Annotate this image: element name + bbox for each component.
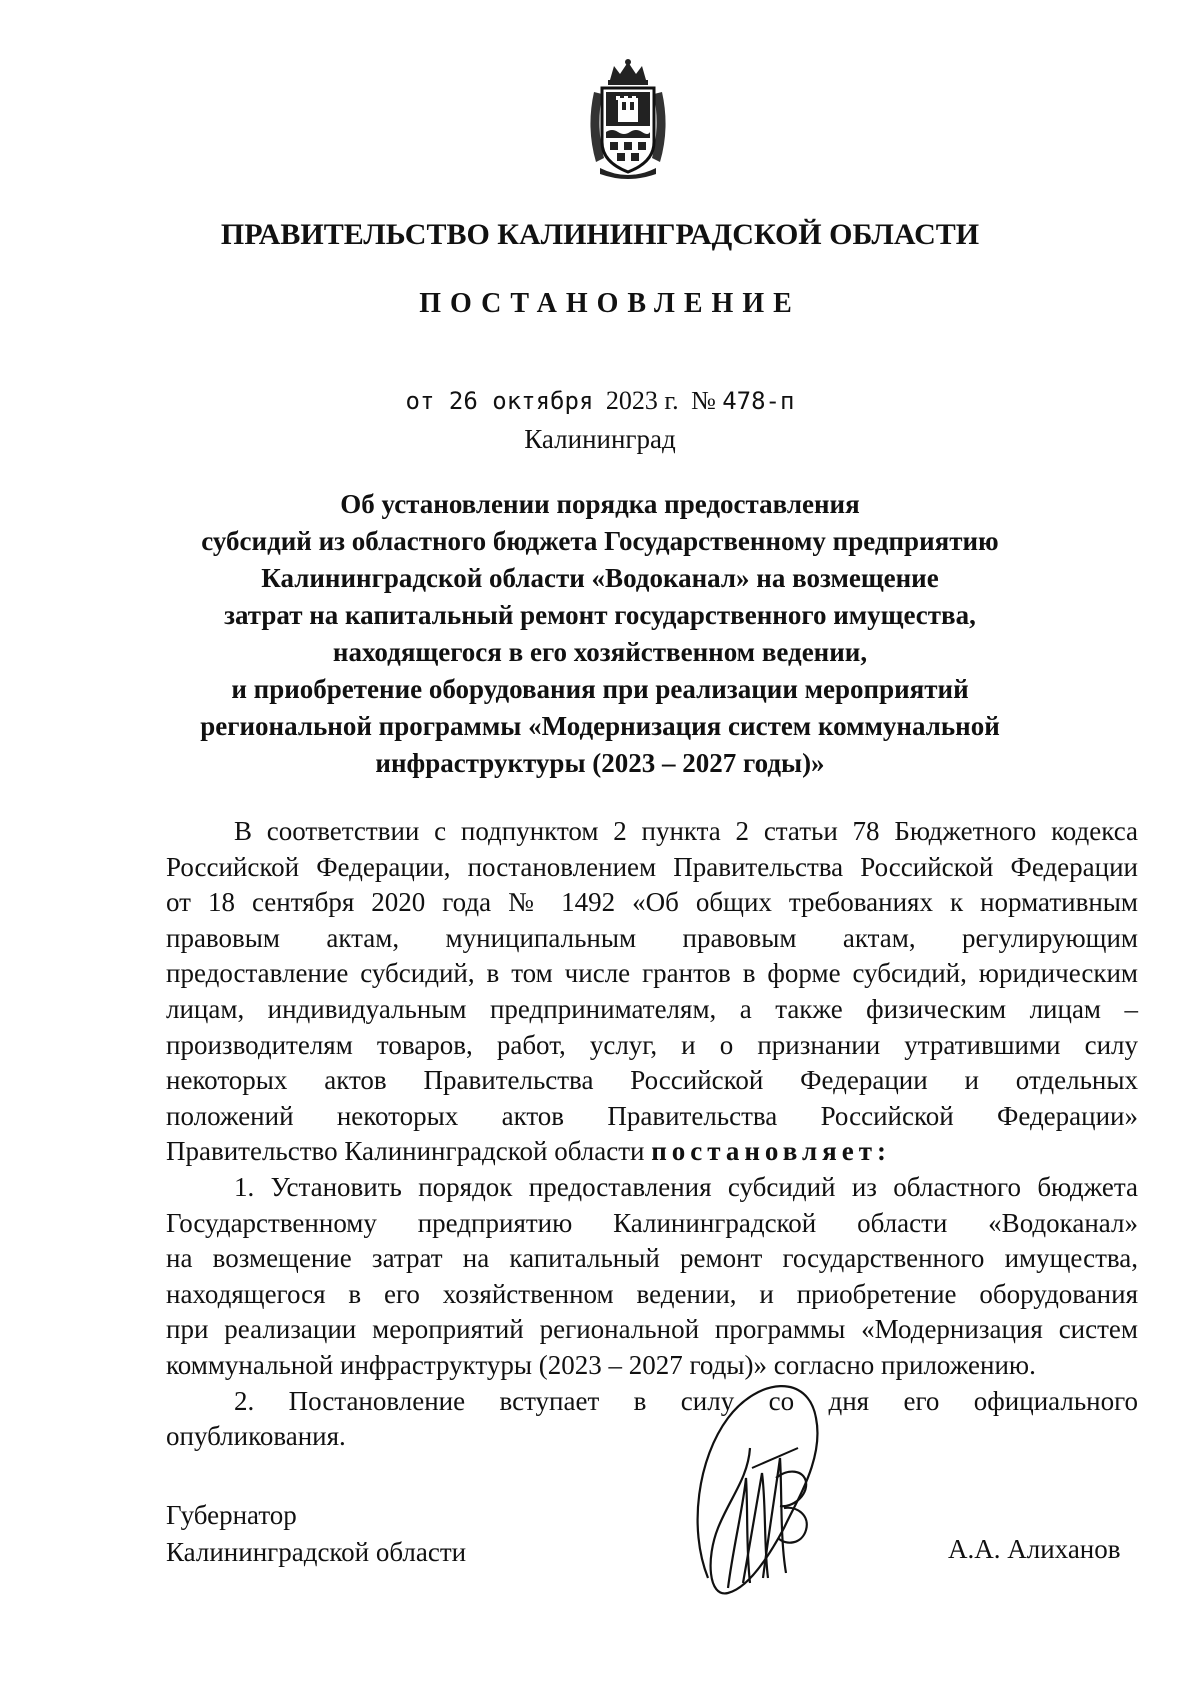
resolves-prefix: Правительство Калининградской области (166, 1136, 645, 1167)
item-2-line: опубликования. (166, 1421, 346, 1452)
body-line: положений некоторых актов Правительства Российской Федерации» (166, 1100, 1138, 1131)
document-year: 2023 г. (605, 386, 679, 415)
subject-line: инфраструктуры (2023 – 2027 годы)» (375, 748, 825, 778)
subject-line: и приобретение оборудования при реализации мероприятий (231, 674, 969, 704)
position-line: Губернатор (166, 1500, 297, 1530)
subject-line: находящегося в его хозяйственном ведении, (332, 637, 868, 667)
subject-line: затрат на капитальный ремонт государственного имущества, (224, 600, 976, 630)
body-line: Российской Федерации, постановлением Правительства Российской Федерации (166, 851, 1138, 882)
item-1-line: 1. Установить порядок предоставления субсидий из областного бюджета (234, 1171, 1138, 1202)
subject-line: субсидий из областного бюджета Государственному предприятию (201, 526, 999, 556)
position-line: Калининградской области (166, 1537, 467, 1567)
item-1-line: Государственному предприятию Калининградской области «Водоканал» (166, 1207, 1138, 1238)
body-line: некоторых актов Правительства Российской Федерации и отдельных (166, 1065, 1138, 1096)
resolves-line (166, 1134, 1138, 1170)
item-1-line: на возмещение затрат на капитальный ремонт государственного имущества, (166, 1243, 1138, 1274)
signatory-position (166, 1497, 466, 1571)
document-body (166, 814, 1138, 1455)
government-title: ПРАВИТЕЛЬСТВО КАЛИНИНГРАДСКОЙ ОБЛАСТИ (220, 218, 980, 251)
body-line: правовым актам, муниципальным правовым актам, регулирующим (166, 922, 1138, 953)
resolves-word: постановляет: (651, 1136, 891, 1167)
item-1-line: находящегося в его хозяйственном ведении, и приобретение оборудования (166, 1278, 1138, 1309)
item-1-line: при реализации мероприятий региональной программы «Модернизация систем (166, 1314, 1138, 1345)
city: Калининград (524, 424, 676, 454)
subject-line: Калининградской области «Водоканал» на возмещение (261, 563, 939, 593)
coat-of-arms-icon (580, 58, 676, 180)
signatory-name: А.А. Алиханов (948, 1534, 1121, 1564)
number-sign: № (691, 386, 716, 415)
handwritten-signature-icon (688, 1378, 838, 1608)
subject-line: региональной программы «Модернизация систем коммунальной (200, 711, 1000, 741)
document-date: от 26 октября (405, 387, 594, 415)
body-line: производителям товаров, работ, услуг, и о признании утратившими силу (166, 1029, 1138, 1060)
body-line: от 18 сентября 2020 года № 1492 «Об общих требованиях к нормативным (166, 887, 1138, 918)
body-line: В соответствии с подпунктом 2 пункта 2 статьи 78 Бюджетного кодекса (234, 816, 1138, 846)
item-1-line: коммунальной инфраструктуры (2023 – 2027 годы)» согласно приложению. (166, 1349, 1036, 1380)
subject-line: Об установлении порядка предоставления (340, 489, 860, 519)
item-2-line: 2. Постановление вступает в силу со дня его официального (234, 1385, 1138, 1416)
body-line: предоставление субсидий, в том числе грантов в форме субсидий, юридическим (166, 958, 1138, 989)
date-number-line (0, 386, 1200, 416)
document-subject (0, 486, 1200, 782)
document-type: ПОСТАНОВЛЕНИЕ (419, 288, 801, 319)
document-number: 478-п (722, 387, 795, 415)
body-line: лицам, индивидуальным предпринимателям, а также физическим лицам – (166, 993, 1138, 1024)
